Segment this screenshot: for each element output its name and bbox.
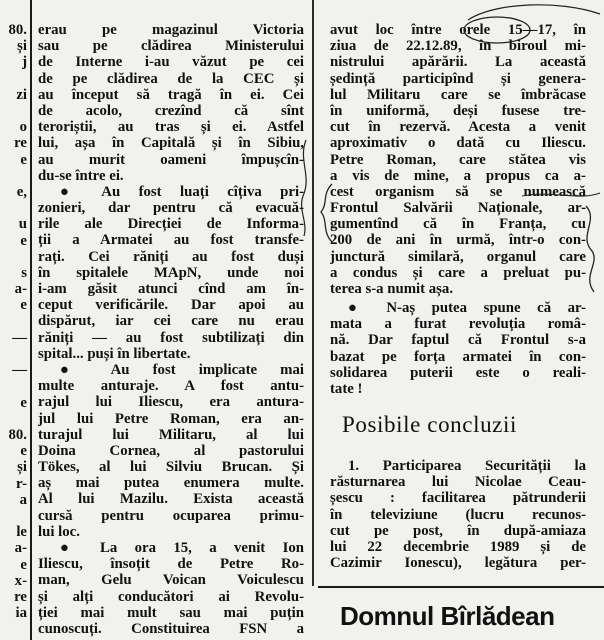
article-line: junctură similară, organul care (330, 248, 586, 265)
article-column-middle (38, 22, 304, 637)
article-line: terea s-a numit așa. (330, 281, 454, 297)
article-line: avut loc între orele 15—17, în (330, 22, 586, 38)
article-column-right-bullet (330, 300, 586, 397)
article-line: a condus și care a preluat pu- (330, 264, 586, 281)
article-line: nistrului apărării. La această (330, 54, 586, 71)
article-line: i-am găsit atunci cînd am în- (38, 281, 304, 297)
article-line: cunoscuți. Constituirea FSN a (38, 620, 304, 637)
article-line: lui, așa în Capitală și în Sibiu, (38, 135, 304, 152)
article-line: ziua de 22.12.89, în biroul mi- (330, 38, 586, 55)
fragment: — (12, 329, 27, 346)
article-line: bazat pe forța armatei în con- (330, 348, 586, 365)
fragment: a- (14, 281, 27, 298)
article-line: cut în rezervă. Acesta a venit (330, 119, 586, 136)
next-article-headline: Domnul Bîrlădean (340, 601, 555, 631)
article-line: Tökes, al lui Silviu Brucan. Și (38, 459, 304, 476)
article-line: erau pe magazinul Victoria (38, 22, 304, 38)
article-line: răniți — au fost subtilizați din (38, 329, 304, 346)
article-line: sau pe clădirea Ministerului (38, 38, 304, 55)
article-line: ției mai mult sau mai puțin (38, 604, 304, 621)
article-line: rile ale Direcției de Informa- (38, 216, 304, 233)
article-line: multe anturaje. A fost antu- (38, 378, 304, 395)
article-line: au murit oameni împușcîn- (38, 151, 304, 168)
fragment: e (20, 556, 27, 573)
article-line: rajul lui Iliescu, era antura- (38, 394, 304, 411)
fragment: re (14, 135, 27, 152)
article-line: Petre Roman, care stătea vis (330, 151, 586, 168)
fragment: u (18, 216, 27, 233)
article-line: aș mai putea enumera multe. (38, 475, 304, 492)
fragment: e (20, 232, 27, 249)
pen-stroke-mark (468, 5, 600, 20)
article-line: Cazimir Ionescu), legătura per- (330, 555, 586, 572)
article-line: Frontul Salvării Naționale, ar- (330, 200, 586, 217)
article-line: Al lui Mazilu. Exista această (38, 491, 304, 508)
fragment: 80. (8, 427, 27, 443)
article-line: mata a furat revoluția româ- (330, 316, 586, 333)
fragment: r- (16, 475, 27, 492)
fragment: și (17, 459, 27, 476)
section-rule (318, 586, 604, 588)
article-line: în spitalele MApN, unde noi (38, 264, 304, 281)
article-line: rați. Cei răniți au fost duși (38, 248, 304, 265)
article-line: cest organism să se numească (330, 183, 586, 200)
article-line: teroriștii, au tras și ei. Astfel (38, 119, 304, 136)
article-column-right-top (330, 22, 586, 297)
article-line: 1. Participarea Securității la (348, 458, 586, 474)
article-line: Iliescu, însoțit de Petre Ro- (38, 556, 304, 573)
article-line: man, Gelu Voican Voiculescu (38, 572, 304, 589)
article-line: ții a Armatei au fost transfe- (38, 232, 304, 249)
fragment: e (20, 443, 27, 460)
article-line: cursă pentru ocuparea primu- (38, 507, 304, 524)
article-line: de pe clădirea de la CEC și (38, 70, 304, 87)
article-line-bullet: ● Au fost luați cîțiva pri- (60, 183, 304, 200)
article-line: în televiziune (lucru recunos- (330, 506, 586, 523)
column-rule-left (30, 0, 32, 640)
fragment: x- (14, 572, 27, 589)
fragment: s (21, 265, 27, 281)
article-line: au început să tragă în ei. Cei (38, 86, 304, 103)
article-line: și alți conducători ai Revolu- (38, 588, 304, 605)
article-line: ședință participînd și genera- (330, 70, 586, 87)
article-line: dispărut, iar cei care nu erau (38, 313, 304, 330)
article-line: șescu : facilitarea pătrunderii (330, 490, 586, 507)
section-heading: Posibile concluzii (342, 412, 517, 437)
article-line: 200 de ani în urmă, într-o con- (330, 232, 586, 249)
fragment: — (12, 362, 27, 379)
article-line: nă. Dar faptul că Frontul s-a (330, 332, 586, 349)
article-line: gumentînd că în Franța, cu (330, 216, 586, 233)
fragment: e (20, 151, 27, 168)
article-line: turajul lui Militaru, al lui (38, 426, 304, 443)
fragment: 80. (8, 22, 27, 38)
article-line: în uniformă, deși fusese tre- (330, 102, 586, 119)
article-line: cut pe post, în după-amiaza (330, 522, 586, 539)
article-line: a vis de mine, a propus ca a- (330, 167, 586, 184)
article-line: lui loc. (38, 523, 80, 540)
article-line: spital... puși în libertate. (38, 345, 191, 362)
fragment: re (14, 589, 27, 605)
fragment: le (16, 524, 27, 541)
article-line: de Interne i-au văzut pe cei (38, 54, 304, 71)
fragment: e (20, 394, 27, 411)
article-line-bullet: ● N-aș putea spune că ar- (348, 300, 586, 316)
article-line: aproximativ o dată cu Iliescu. (330, 135, 586, 152)
pen-squiggle-mark (586, 206, 594, 292)
article-line: ceput verificările. Dar apoi au (38, 297, 304, 314)
fragment: o (19, 119, 27, 136)
article-line: du-se între ei. (38, 167, 124, 184)
article-line-bullet: ● La ora 15, a venit Ion (60, 540, 304, 556)
fragment: zi (16, 86, 27, 103)
fragment: ia (15, 605, 27, 622)
article-line: jul lui Petre Roman, era an- (38, 410, 304, 427)
fragment: a- (14, 540, 27, 557)
article-line: Doina Cornea, al pastorului (38, 442, 304, 459)
article-line: tate ! (330, 380, 363, 397)
fragment: j (22, 54, 27, 71)
article-line: solidarea puterii este o reali- (330, 364, 586, 381)
fragment: e (20, 297, 27, 314)
article-line: lui 22 decembrie 1989 și de (330, 538, 586, 555)
article-line: lul Militaru care se îmbrăcase (330, 86, 586, 103)
column-rule-middle (312, 0, 314, 586)
previous-column-fragments (0, 0, 28, 640)
article-line-bullet: ● Au fost implicate mai (60, 361, 304, 378)
fragment: și (17, 38, 27, 55)
article-line: de acolo, crezînd că sînt (38, 102, 304, 119)
fragment: a (19, 491, 27, 508)
article-line: răsturnarea lui Nicolae Ceau- (330, 474, 586, 491)
article-column-right-conclusions (330, 458, 586, 571)
article-line: zonieri, dar pentru că evacuă- (38, 200, 304, 217)
fragment: e, (16, 184, 27, 200)
